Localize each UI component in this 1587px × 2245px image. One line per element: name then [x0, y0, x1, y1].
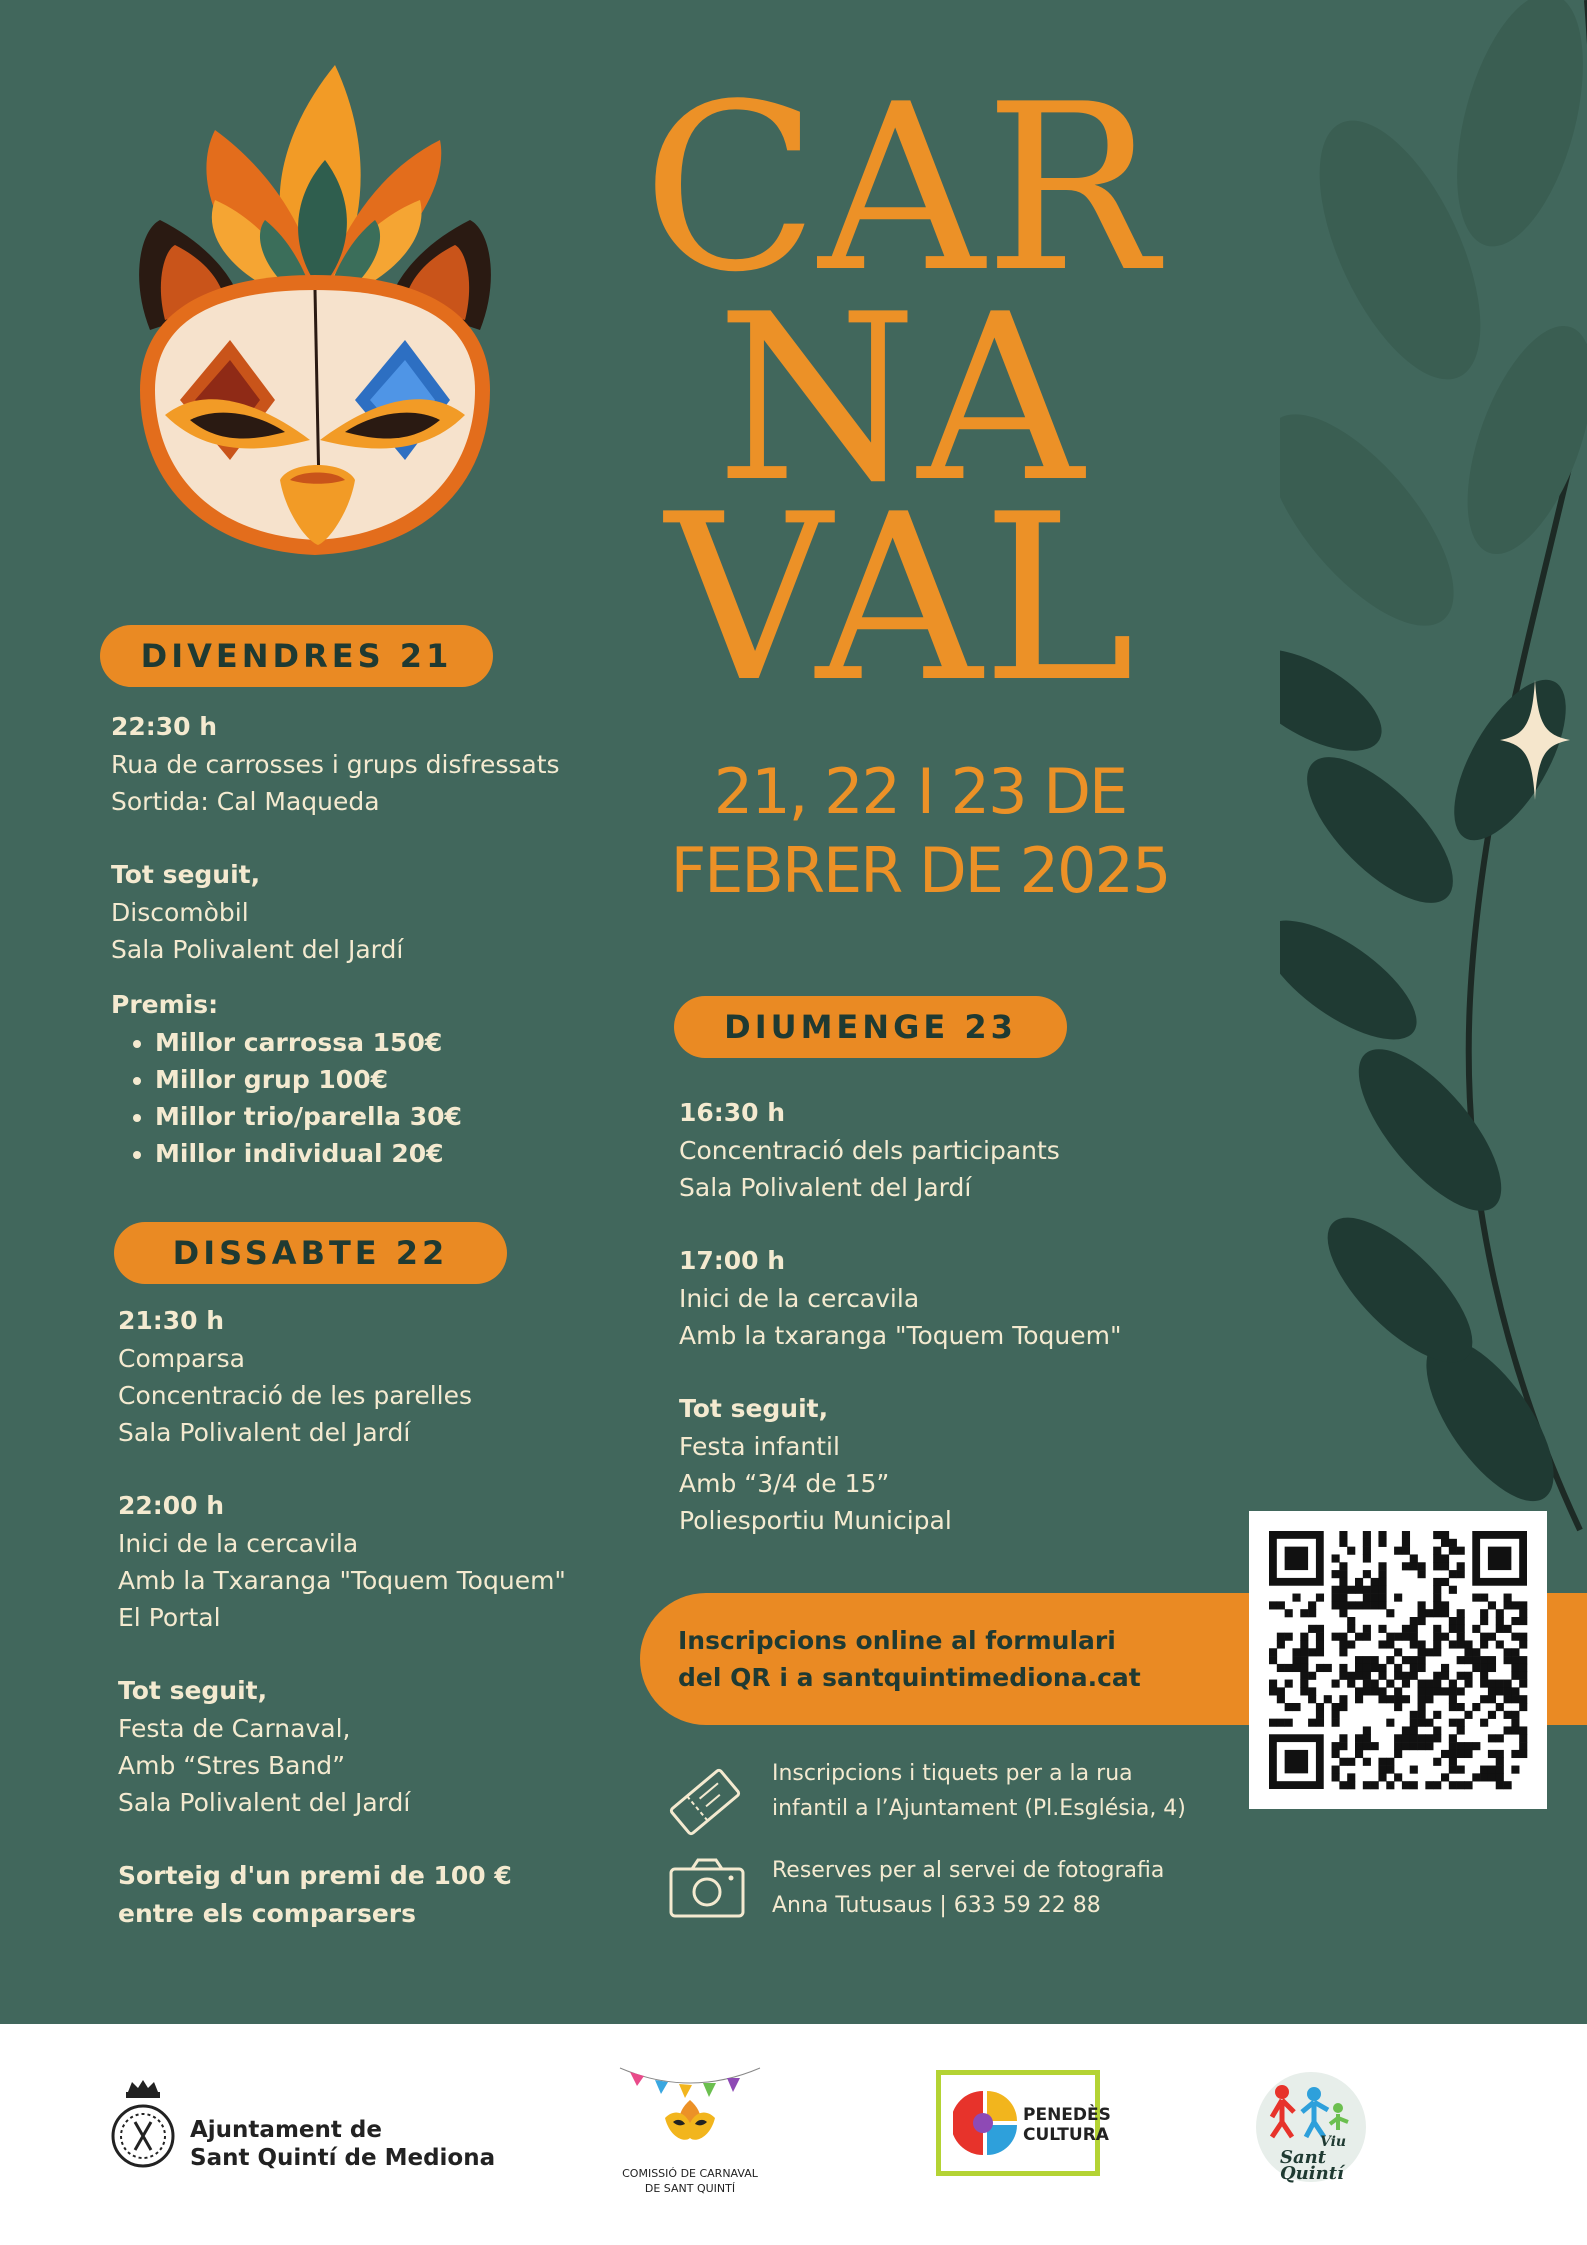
penedes-symbol-icon [953, 2087, 1023, 2159]
photo-line-2: Anna Tutusaus | 633 59 22 88 [772, 1893, 1101, 1918]
title-car: CAR [642, 56, 1158, 323]
carnival-mask-icon [120, 60, 510, 560]
saturday-time-1: 21:30 h [118, 1306, 225, 1335]
friday-prizes-list [111, 1024, 631, 1172]
ajuntament-line-2: Sant Quintí de Mediona [190, 2145, 496, 2171]
sunday-time-3: Tot seguit, [679, 1394, 829, 1423]
friday-section [111, 708, 631, 1172]
prize-item: • Millor carrossa 150€ [155, 1024, 631, 1061]
sunday-desc-1a: Concentració dels participants [679, 1136, 1060, 1165]
prize-item: • Millor trio/parella 30€ [155, 1098, 631, 1135]
penedes-text [1023, 2105, 1111, 2145]
comissio-name [590, 2166, 790, 2196]
photo-info [772, 1853, 1332, 1923]
sunday-section [679, 1094, 1239, 1539]
viu-text [1280, 2134, 1366, 2184]
saturday-desc-2a: Inici de la cercavila [118, 1529, 359, 1558]
friday-time-2: Tot seguit, [111, 860, 261, 889]
saturday-desc-3c: Sala Polivalent del Jardí [118, 1788, 411, 1817]
saturday-time-3: Tot seguit, [118, 1676, 268, 1705]
friday-prizes-label: Premis: [111, 990, 219, 1019]
sparkle-icon [1500, 680, 1570, 800]
saturday-desc-2b: Amb la Txaranga "Toquem Toquem" [118, 1566, 566, 1595]
friday-heading: DIVENDRES 21 [100, 625, 493, 687]
sunday-heading: DIUMENGE 23 [674, 996, 1067, 1058]
saturday-desc-3a: Festa de Carnaval, [118, 1714, 351, 1743]
tickets-line-2: infantil a l’Ajuntament (Pl.Església, 4) [772, 1796, 1186, 1821]
photo-line-1: Reserves per al servei de fotografia [772, 1858, 1165, 1883]
friday-desc-2b: Sala Polivalent del Jardí [111, 935, 404, 964]
sunday-desc-1b: Sala Polivalent del Jardí [679, 1173, 972, 1202]
saturday-desc-2c: El Portal [118, 1603, 221, 1632]
viu-line-1: Viu [1320, 2134, 1347, 2150]
saturday-heading: DISSABTE 22 [114, 1222, 507, 1284]
saturday-raffle-1: Sorteig d'un premi de 100 € [118, 1861, 512, 1890]
title-na: NA [716, 266, 1084, 533]
saturday-time-2: 22:00 h [118, 1491, 225, 1520]
saturday-desc-3b: Amb “Stres Band” [118, 1751, 346, 1780]
saturday-desc-1c: Sala Polivalent del Jardí [118, 1418, 411, 1447]
comissio-line-1: COMISSIÓ DE CARNAVAL [622, 2167, 758, 2180]
ajuntament-name [190, 2116, 495, 2172]
banner-line-1: Inscripcions online al formulari [678, 1626, 1116, 1655]
sunday-desc-2a: Inici de la cercavila [679, 1284, 920, 1313]
viu-line-2: Sant Quintí [1280, 2147, 1344, 2184]
people-figures-icon [1262, 2082, 1352, 2142]
tickets-line-1: Inscripcions i tiquets per a la rua [772, 1761, 1133, 1786]
date-line-2: FEBRER DE 2025 [670, 834, 1170, 907]
qr-code[interactable] [1249, 1511, 1547, 1809]
prize-item: • Millor individual 20€ [155, 1135, 631, 1172]
sunday-desc-2b: Amb la txaranga "Toquem Toquem" [679, 1321, 1122, 1350]
banner-line-2: del QR i a santquintimediona.cat [678, 1663, 1141, 1692]
sunday-desc-3b: Amb “3/4 de 15” [679, 1469, 890, 1498]
ajuntament-crest-icon [110, 2078, 176, 2174]
ajuntament-line-1: Ajuntament de [190, 2117, 382, 2143]
friday-desc-1a: Rua de carrosses i grups disfressats [111, 750, 560, 779]
sunday-desc-3a: Festa infantil [679, 1432, 840, 1461]
saturday-raffle-2: entre els comparsers [118, 1899, 416, 1928]
comissio-line-2: DE SANT QUINTÍ [644, 2182, 736, 2195]
sunday-desc-3c: Poliesportiu Municipal [679, 1506, 952, 1535]
friday-time-1: 22:30 h [111, 712, 218, 741]
penedes-line-1: PENEDÈS [1023, 2105, 1111, 2125]
sunday-time-2: 17:00 h [679, 1246, 786, 1275]
registration-banner-text [678, 1622, 1238, 1696]
viu-sant-quinti-logo [1256, 2072, 1366, 2182]
sunday-time-1: 16:30 h [679, 1098, 786, 1127]
friday-desc-1b: Sortida: Cal Maqueda [111, 787, 380, 816]
prize-item: • Millor grup 100€ [155, 1061, 631, 1098]
friday-desc-2a: Discomòbil [111, 898, 249, 927]
ticket-icon [665, 1762, 745, 1842]
title-val: VAL [665, 466, 1135, 733]
saturday-desc-1b: Concentració de les parelles [118, 1381, 472, 1410]
saturday-desc-1a: Comparsa [118, 1344, 245, 1373]
date-line-1: 21, 22 I 23 DE [713, 755, 1127, 828]
penedes-line-2: CULTURA [1023, 2125, 1109, 2145]
footer-logos [0, 2024, 1587, 2245]
penedes-cultura-logo [936, 2070, 1111, 2176]
comissio-logo-icon [615, 2058, 765, 2158]
saturday-section [118, 1302, 638, 1933]
camera-icon [668, 1857, 746, 1919]
tickets-info [772, 1756, 1332, 1826]
